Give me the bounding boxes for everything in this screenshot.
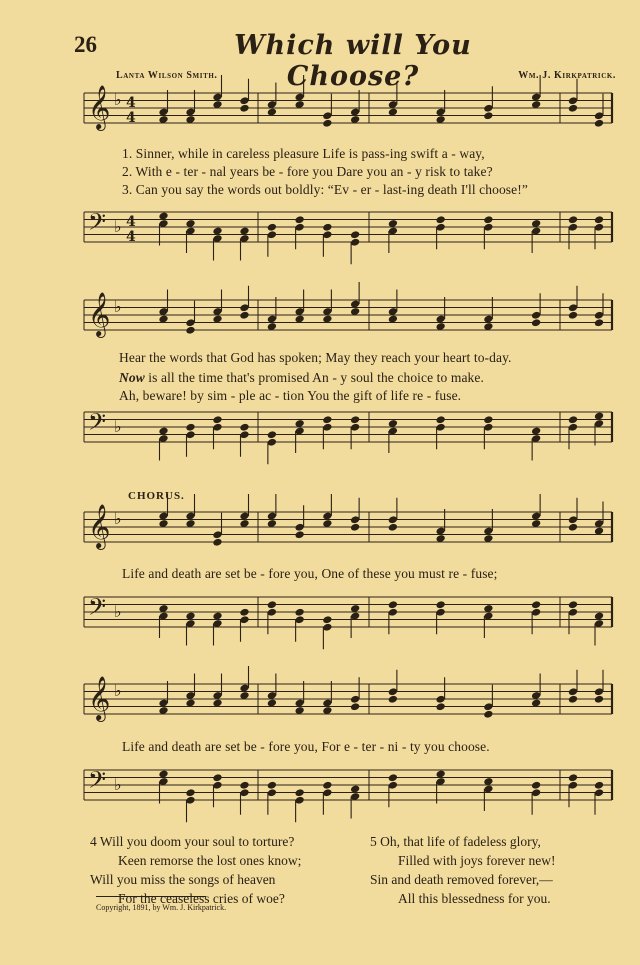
verse-4-line: For the ceaseless cries of woe? [118,891,285,906]
verse-4-line: Keen remorse the lost ones know; [118,853,302,868]
chorus-label: CHORUS. [128,490,185,502]
note-head [185,423,195,432]
note-head [483,111,493,120]
treble-clef: 𝄞 [88,85,111,129]
time-signature: 4 [126,229,136,245]
verse-2-line: 2. With e - ter - nal years be - fore you Dare you an - y risk to take? [122,164,493,179]
note-head [568,523,578,532]
note-head [388,600,398,609]
note-head [568,104,578,113]
note-head [294,788,304,797]
note-head [239,781,249,790]
lyricist-credit: Lanta Wilson Smith. [116,70,218,81]
time-signature: 4 [126,214,136,230]
copyright-notice: Copyright, 1891, by Wm. J. Kirkpatrick. [96,903,227,912]
note-head [350,702,360,711]
verse-3-line: 3. Can you say the words out boldly: “Ev - er - last-ing death I'll choose!” [122,182,528,197]
note-head [531,600,541,609]
chorus-line-2: Life and death are set be - fore you, For e - ter - ni - ty you choose. [122,739,490,754]
verse-2-lead-word: Now [119,370,145,385]
key-flat: ♭ [114,602,122,621]
key-flat: ♭ [114,775,122,794]
time-signature: 4 [126,95,136,111]
note-head [322,781,332,790]
note-head [239,423,249,432]
page-number: 26 [74,32,97,57]
note-head [483,215,493,224]
note-head [483,415,493,424]
bass-clef: 𝄢 [88,408,107,441]
note-head [568,215,578,224]
note-head [267,781,277,790]
note-head [185,326,195,335]
note-head [322,415,332,424]
treble-clef: 𝄞 [88,292,111,336]
note-head [435,600,445,609]
note-head [388,773,398,782]
verse-5-line: All this blessedness for you. [398,891,551,906]
time-signature: 4 [126,110,136,126]
note-head [212,415,222,424]
verse-5-line: 5 Oh, that life of fadeless glory, [370,834,541,849]
key-flat: ♭ [114,681,122,700]
verse-5-line: Sin and death removed forever,— [370,872,553,887]
note-head [294,215,304,224]
verse-4-line: Will you miss the songs of heaven [90,872,276,887]
note-head [568,600,578,609]
note-head [568,415,578,424]
note-head [322,119,332,128]
note-head [568,311,578,320]
note-head [212,773,222,782]
hymn-title: Which will You Choose? [234,30,472,92]
note-head [388,523,398,532]
note-head [350,415,360,424]
note-head [483,710,493,719]
verse-3-line: Ah, beware! by sim - ple ac - tion You the gift of life re - fuse. [119,388,462,403]
footer-rule [96,896,206,897]
note-head [294,608,304,617]
note-head [435,415,445,424]
composer-credit: Wm. J. Kirkpatrick. [518,70,616,81]
bass-clef: 𝄢 [88,208,107,241]
note-head [239,608,249,617]
note-head [568,695,578,704]
note-head [267,600,277,609]
note-head [531,781,541,790]
note-head [185,788,195,797]
note-head [594,781,604,790]
chorus-line-1: Life and death are set be - fore you, One of these you must re - fuse; [122,566,498,581]
key-flat: ♭ [114,417,122,436]
note-head [594,119,604,128]
verse-5 [370,832,555,908]
treble-clef: 𝄞 [88,676,111,720]
note-head [267,430,277,439]
note-head [594,318,604,327]
bass-clef: 𝄢 [88,766,107,799]
note-head [435,215,445,224]
note-head [212,538,222,547]
note-head [350,230,360,239]
note-head [435,702,445,711]
note-head [594,215,604,224]
verse-2-text: is all the time that's promised An - y soul the choice to make. [148,370,484,385]
verse-2-line [119,370,484,386]
bass-clef: 𝄢 [88,593,107,626]
note-head [568,773,578,782]
verse-5-line: Filled with joys forever new! [398,853,556,868]
note-head [388,695,398,704]
note-head [239,311,249,320]
verse-4-line: 4 Will you doom your soul to torture? [90,834,295,849]
note-head [322,615,332,624]
key-flat: ♭ [114,90,122,109]
key-flat: ♭ [114,509,122,528]
note-head [267,223,277,232]
note-head [294,530,304,539]
key-flat: ♭ [114,297,122,316]
verse-1-line: 1. Sinner, while in careless pleasure Life is pass-ing swift a - way, [122,146,485,161]
note-head [239,104,249,113]
note-head [594,695,604,704]
verse-1-line: Hear the words that God has spoken; May they reach your heart to-day. [119,350,512,365]
note-head [322,223,332,232]
key-flat: ♭ [114,217,122,236]
note-head [350,523,360,532]
note-head [531,318,541,327]
treble-clef: 𝄞 [88,504,111,548]
